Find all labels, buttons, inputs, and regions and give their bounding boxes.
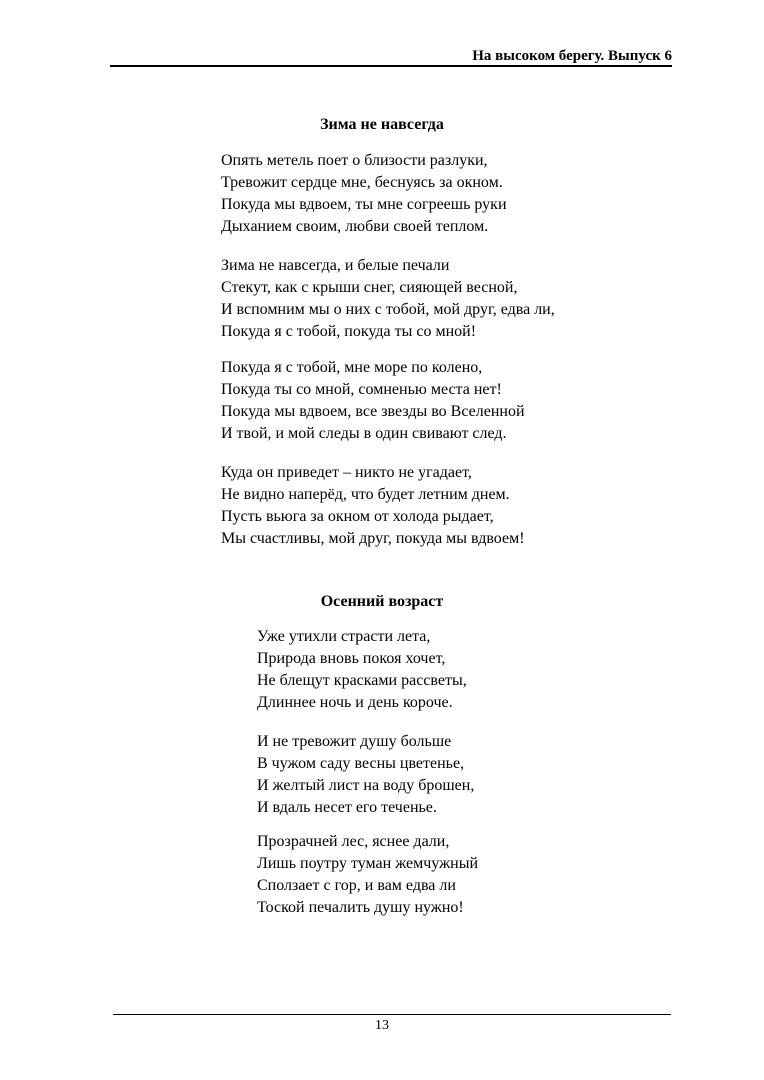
poem-line: Покуда я с тобой, мне море по колено,: [221, 359, 483, 376]
footer-rule: [113, 1014, 671, 1015]
poem-stanza: [257, 626, 467, 714]
poem-line: В чужом саду весны цветенье,: [257, 755, 465, 772]
poem-stanza: [257, 731, 474, 819]
page-number: 13: [375, 1018, 389, 1033]
poem-line: Куда он приведет – никто не угадает,: [221, 464, 472, 481]
poem-line: Зима не навсегда, и белые печали: [221, 257, 450, 274]
poem-title: Зима не навсегда: [320, 116, 444, 133]
poem-line: Длиннее ночь и день короче.: [257, 694, 453, 711]
poem-line: Сползает с гор, и вам едва ли: [257, 877, 456, 894]
running-header-title: На высоком берегу. Выпуск 6: [472, 48, 672, 64]
poem-stanza: [221, 255, 555, 343]
poem-line: Дыханием своим, любви своей теплом.: [221, 218, 489, 235]
poem-line: И вдаль несет его теченье.: [257, 799, 437, 816]
poem-line: Стекут, как с крыши снег, сияющей весной,: [221, 279, 518, 296]
header-rule: [110, 65, 672, 67]
poem-line: И не тревожит душу больше: [257, 733, 452, 750]
poem-line: Покуда мы вдвоем, ты мне согреешь руки: [221, 196, 507, 213]
poem-line: Тоской печалить душу нужно!: [257, 899, 464, 916]
poem-line: И желтый лист на воду брошен,: [257, 777, 475, 794]
poem-line: Уже утихли страсти лета,: [257, 628, 431, 645]
poem-line: Покуда я с тобой, покуда ты со мной!: [221, 323, 477, 340]
poem-line: Не блещут красками рассветы,: [257, 672, 467, 689]
poem-line: Пусть вьюга за окном от холода рыдает,: [221, 508, 494, 525]
poem-line: Природа вновь покоя хочет,: [257, 650, 446, 667]
poem-line: Тревожит сердце мне, беснуясь за окном.: [221, 174, 503, 191]
poem-title: Осенний возраст: [320, 593, 444, 610]
poem-line: Мы счастливы, мой друг, покуда мы вдвоем!: [221, 530, 525, 547]
poem-line: Покуда мы вдвоем, все звезды во Вселенной: [221, 403, 525, 420]
poem-line: И вспомним мы о них с тобой, мой друг, едва ли,: [221, 301, 555, 318]
poem-stanza: [257, 831, 478, 919]
poem-line: Прозрачней лес, яснее дали,: [257, 833, 450, 850]
poem-line: Опять метель поет о близости разлуки,: [221, 152, 488, 169]
poem-line: Лишь поутру туман жемчужный: [257, 855, 479, 872]
poem-line: И твой, и мой следы в один свивают след.: [221, 425, 507, 442]
poem-stanza: [221, 462, 525, 550]
poem-stanza: [221, 357, 525, 445]
poem-stanza: [221, 150, 507, 238]
poem-line: Не видно наперёд, что будет летним днем.: [221, 486, 510, 503]
poem-line: Покуда ты со мной, сомненью места нет!: [221, 381, 502, 398]
